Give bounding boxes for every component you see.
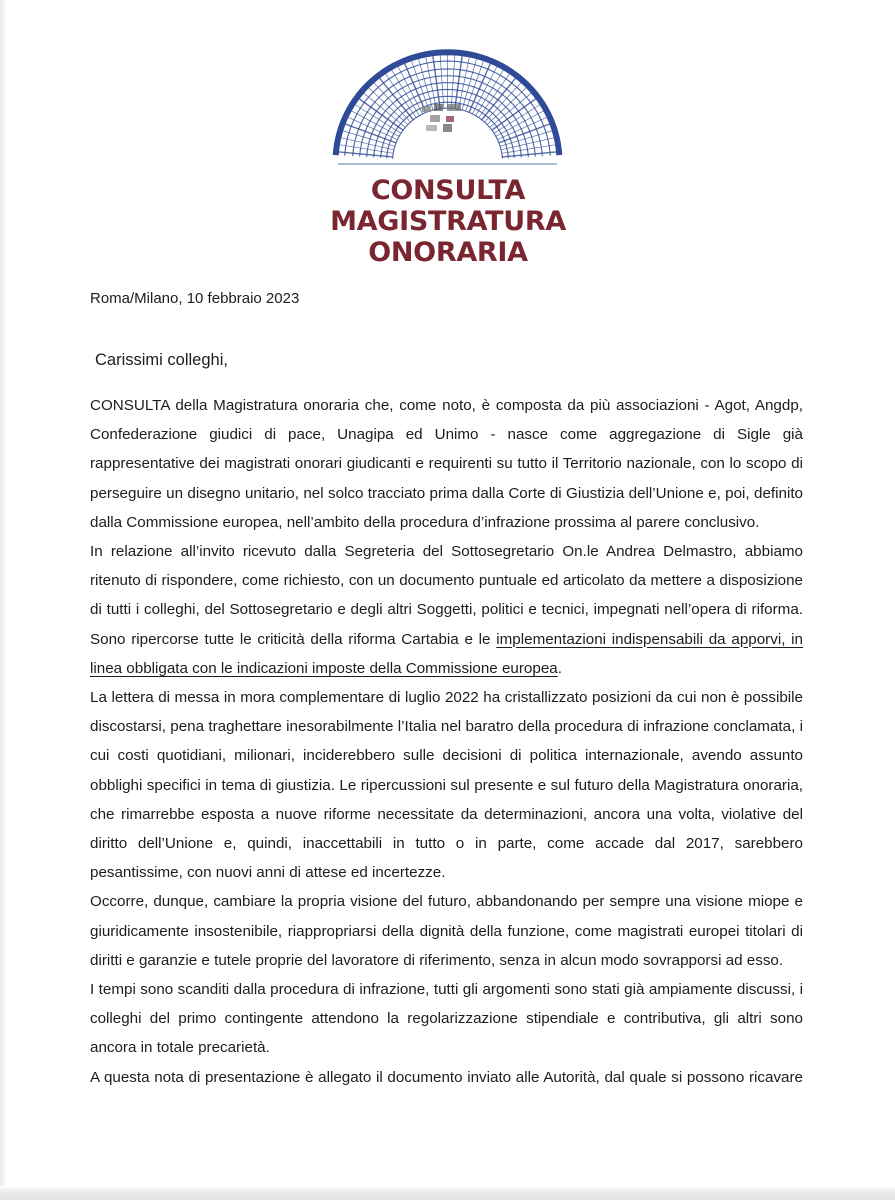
paragraph-text: .: [557, 659, 562, 677]
brand-line: CONSULTA: [370, 175, 526, 206]
paragraph: I tempi sono scanditi dalla procedura di infrazione, tutti gli argomenti sono stati già ampiamente discussi, i colleghi del primo contingente attendono la regolarizzazione stipendiale e contributiva, gli altri sono ancora in totale precarietà.: [90, 981, 803, 1057]
paragraph: Occorre, dunque, cambiare la propria visione del futuro, abbandonando per sempre una visione miope e giuridicamente insostenibile, riappropriarsi della dignità della funzione, come magistrati europei titolari di diritti e garanzie e tutele proprie del lavoratore di riferimento, senza in alcun modo sovrapporsi ad esso.: [90, 893, 803, 969]
paragraph: CONSULTA della Magistratura onoraria che, come noto, è composta da più associazioni - Agot, Angdp, Confederazione giudici di pace, Unagipa ed Unimo - nasce come aggregazione di Sigle già rappresentative dei magistrati onorari giudicanti e requirenti su tutto il Territorio nazionale, con lo scopo di perseguire un disegno unitario, nel solco tracciato prima dalla Corte di Giustizia dell’Unione e, poi, definito dalla Commissione europea, nell’ambito della procedura d’infrazione prossima al parere conclusivo.: [90, 397, 803, 531]
logo-ray: [339, 152, 393, 157]
logo-ray: [496, 111, 543, 136]
logo-ray: [476, 70, 504, 115]
logo-ray: [451, 55, 455, 108]
brand-name: [300, 175, 596, 268]
paragraph: La lettera di messa in mora complementare di luglio 2022 ha cristallizzato posizioni da cui non è possibile discostarsi, pena traghettare inesorabilmente l’Italia nel baratro della procedura di infrazione conclamata, i cui costi quotidiani, milionari, inciderebbero sulle decisioni di politica internazionale, avendo assunto obblighi specifici in tema di giustizia. Le ripercussioni sul presente e sul futuro della Magistratura onoraria, che rimarrebbe esposta a nuove riforme necessitate da determinazioni, ancora una volta, violative del diritto dell’Unione e, quindi, inaccettabili in tutto o in parte, come accade dal 2017, sarebbero pesantissime, con nuovi anni di attese ed incertezze.: [90, 689, 803, 882]
page-left-shadow: [0, 0, 7, 1200]
logo-inner-emblems: [422, 104, 461, 132]
brand-line: MAGISTRATURA: [330, 206, 566, 237]
brand-line: ONORARIA: [368, 237, 528, 268]
page-bottom-shadow: [0, 1186, 895, 1200]
underlined-text: implementazioni indispensabili da apporvi, in linea obbligata con le indicazioni imposte della Commissione europea: [90, 630, 804, 677]
salutation: Carissimi colleghi,: [95, 351, 228, 369]
logo-ray: [340, 145, 393, 154]
amphitheater-logo-icon: [330, 44, 565, 172]
paragraph-text: In relazione all’invito ricevuto dalla Segreteria del Sottosegretario On.le Andrea Delmastro, abbiamo ritenuto di rispondere, come richiesto, con un documento puntuale ed articolato da mettere a disposizione di tutti i colleghi, del Sottosegretario e degli altri Soggetti, politici e tecnici, impegnati nell’opera di riforma. Sono ripercorse tutte le criticità della riforma Cartabia e le: [90, 543, 803, 648]
logo-ray: [502, 152, 556, 157]
logo-ray: [433, 56, 440, 108]
logo-ray: [440, 55, 444, 108]
logo-ray: [502, 145, 555, 154]
logo-ray: [392, 70, 420, 115]
paragraph: [90, 537, 803, 683]
letter-date: Roma/Milano, 10 febbraio 2023: [90, 290, 300, 307]
paragraph: A questa nota di presentazione è allegato il documento inviato alle Autorità, dal quale si possono ricavare: [90, 1068, 803, 1086]
logo-ray: [455, 56, 462, 108]
logo-ray: [352, 111, 399, 136]
letter-body: [90, 391, 803, 1092]
